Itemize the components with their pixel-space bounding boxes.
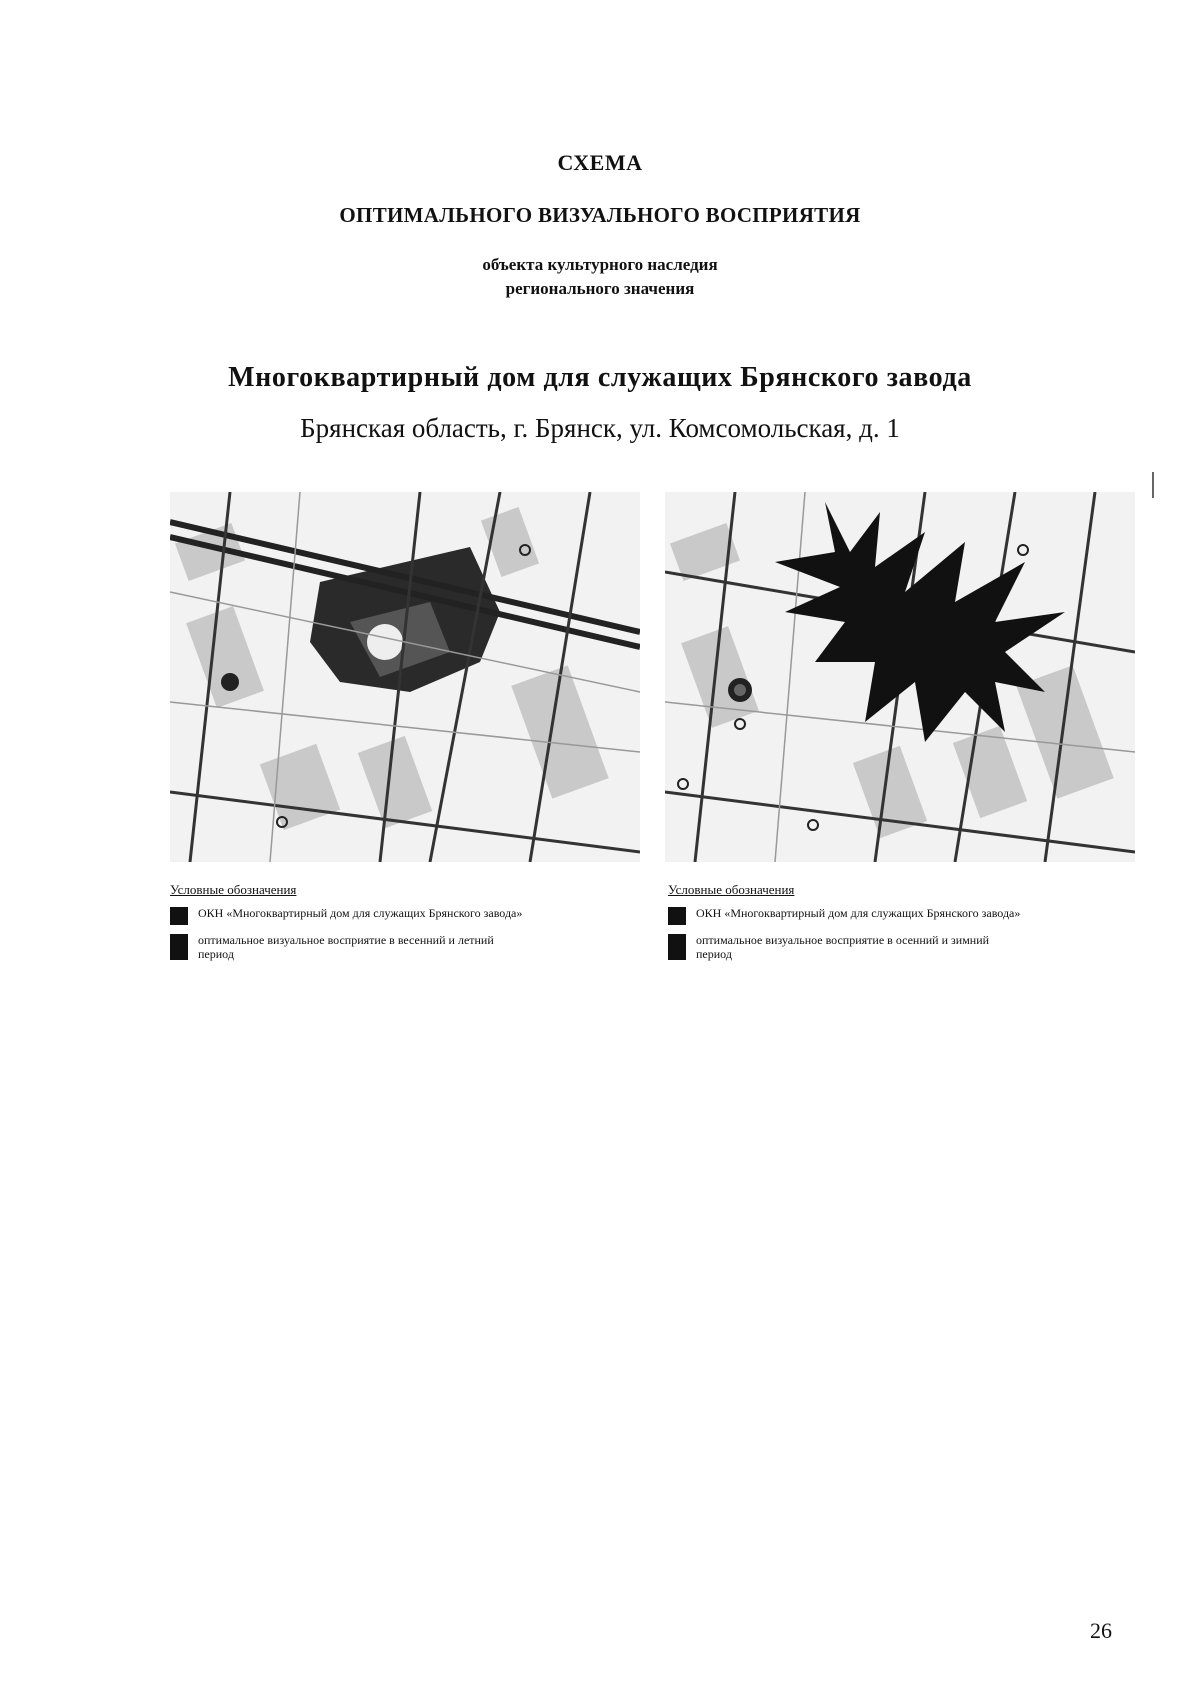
visual-zone-square-icon — [170, 934, 188, 960]
schema-subtitle: ОПТИМАЛЬНОГО ВИЗУАЛЬНОГО ВОСПРИЯТИЯ — [339, 203, 861, 227]
map-spring-summer-graphic — [170, 492, 640, 862]
legend-item-label: ОКН «Многоквартирный дом для служащих Брянского завода» — [198, 906, 523, 920]
legend-autumn-winter — [668, 882, 1148, 969]
legend-item — [668, 933, 1148, 961]
object-name: Многоквартирный дом для служащих Брянского завода — [228, 362, 972, 393]
map-autumn-winter — [665, 492, 1135, 862]
schema-title: СХЕМА — [557, 150, 643, 175]
object-type-line-1: объекта культурного наследия — [482, 255, 718, 274]
object-type-line-2: регионального значения — [505, 279, 695, 298]
map-spring-summer — [170, 492, 640, 862]
okn-square-icon — [668, 907, 686, 925]
legend-item — [170, 933, 650, 961]
object-address: Брянская область, г. Брянск, ул. Комсомольская, д. 1 — [300, 413, 900, 443]
visual-zone-square-icon — [668, 934, 686, 960]
map-autumn-winter-graphic — [665, 492, 1135, 862]
okn-square-icon — [170, 907, 188, 925]
page-number: 26 — [1090, 1618, 1112, 1643]
legend-title: Условные обозначения — [668, 882, 795, 897]
legend-spring-summer — [170, 882, 650, 969]
legend-item — [668, 906, 1148, 925]
legend-item-label: ОКН «Многоквартирный дом для служащих Брянского завода» — [696, 906, 1021, 920]
edge-mark — [1152, 472, 1154, 498]
legend-title: Условные обозначения — [170, 882, 297, 897]
legend-item-label: оптимальное визуальное восприятие в осенний и зимний период — [696, 933, 990, 961]
object-type — [0, 253, 1200, 301]
legend-item — [170, 906, 650, 925]
legend-item-label: оптимальное визуальное восприятие в весенний и летний период — [198, 933, 494, 961]
